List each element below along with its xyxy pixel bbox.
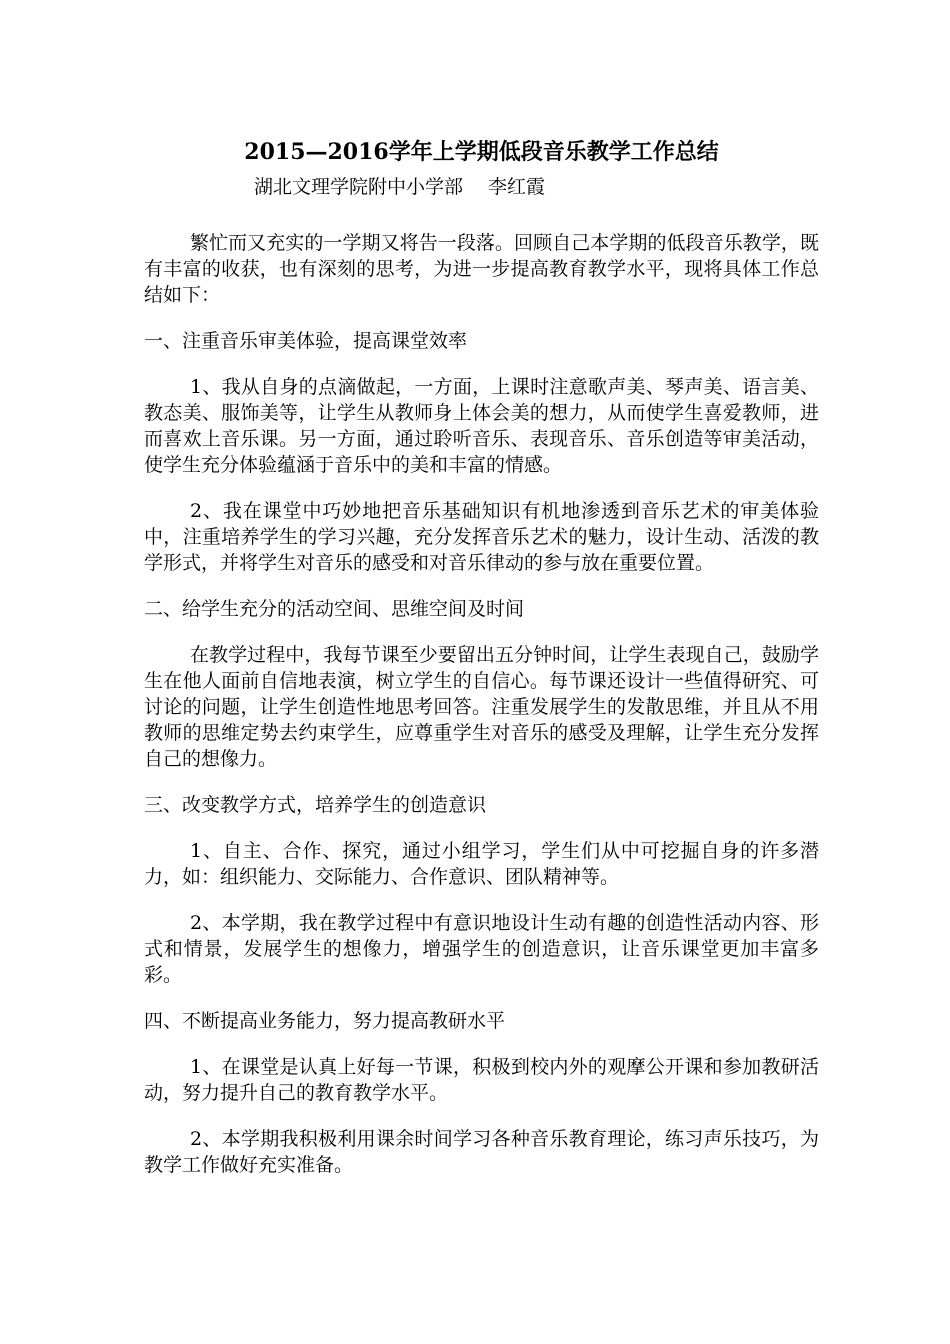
document-title: 2015—2016学年上学期低段音乐教学工作总结 xyxy=(244,139,719,165)
section-heading-4: 四、不断提高业务能力，努力提高教研水平 xyxy=(144,1010,506,1032)
section-1-paragraph-1: 1、我从自身的点滴做起，一方面，上课时注意歌声美、琴声美、语言美、教态美、服饰美等，让学生从教师身上体会美的想力，从而使学生喜爱教师，进而喜欢上音乐课。另一方面，通过聆听音乐、表现音乐、音乐创造等审美活动，使学生充分体验蕴涵于音乐中的美和丰富的情感。 xyxy=(144,376,819,476)
author-line: 湖北文理学院附中小学部 李红霞 xyxy=(254,176,546,198)
document-page xyxy=(144,118,819,1178)
section-heading-2: 二、给学生充分的活动空间、思维空间及时间 xyxy=(144,598,525,620)
section-2-paragraph-1: 在教学过程中，我每节课至少要留出五分钟时间，让学生表现自己，鼓励学生在他人面前自信地表演，树立学生的自信心。每节课还设计一些值得研究、可讨论的问题，让学生创造性地思考回答。注重发展学生的发散思维，并且从不用教师的思维定势去约束学生，应尊重学生对音乐的感受及理解，让学生充分发挥自己的想像力。 xyxy=(144,644,819,770)
section-heading-3: 三、改变教学方式，培养学生的创造意识 xyxy=(144,794,487,816)
section-heading-1: 一、注重音乐审美体验，提高课堂效率 xyxy=(144,330,468,352)
section-3-paragraph-2: 2、本学期，我在教学过程中有意识地设计生动有趣的创造性活动内容、形式和情景，发展学生的想像力，增强学生的创造意识，让音乐课堂更加丰富多彩。 xyxy=(144,912,819,986)
section-4-paragraph-1: 1、在课堂是认真上好每一节课，积极到校内外的观摩公开课和参加教研活动，努力提升自己的教育教学水平。 xyxy=(144,1056,819,1104)
intro-paragraph: 繁忙而又充实的一学期又将告一段落。回顾自己本学期的低段音乐教学，既有丰富的收获，也有深刻的思考，为进一步提高教育教学水平，现将具体工作总结如下： xyxy=(144,232,819,306)
section-3-paragraph-1: 1、自主、合作、探究，通过小组学习，学生们从中可挖掘自身的许多潜力，如：组织能力、交际能力、合作意识、团队精神等。 xyxy=(144,840,819,888)
section-4-paragraph-2: 2、本学期我积极利用课余时间学习各种音乐教育理论，练习声乐技巧，为教学工作做好充实准备。 xyxy=(144,1128,819,1176)
section-1-paragraph-2: 2、我在课堂中巧妙地把音乐基础知识有机地渗透到音乐艺术的审美体验中，注重培养学生的学习兴趣，充分发挥音乐艺术的魅力，设计生动、活泼的教学形式，并将学生对音乐的感受和对音乐律动的参与放在重要位置。 xyxy=(144,500,819,574)
